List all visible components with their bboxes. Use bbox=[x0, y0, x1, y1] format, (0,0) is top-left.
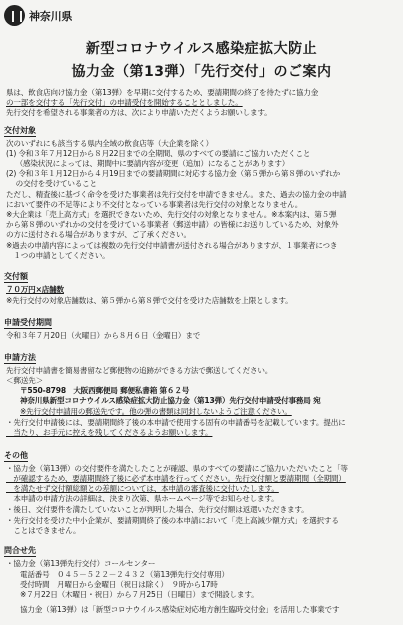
hoho-line: ・先行交付申請後には、要請期間終了後の本申請で使用する固有の申請番号を記載しています。提出に bbox=[6, 418, 346, 427]
section-heading-kofugaku: 交付額 bbox=[4, 272, 28, 281]
section-heading-toiawase: 問合せ先 bbox=[4, 546, 36, 555]
taisho-line: ※過去の申請内容によっては複数の先行交付申請書が送付される場合がありますが、１事業者につき bbox=[6, 241, 338, 250]
sonota-line: ことはできません。 bbox=[6, 526, 81, 535]
section-heading-kikan: 申請受付期間 bbox=[4, 318, 52, 327]
sonota-line: ・先行交付を受けた中小企業が、要請期間終了後の本申請において「売上高減少額方式」を選択する bbox=[6, 516, 339, 525]
kikan-text: 令和３年７月20日（火曜日）から８月６日（金曜日）まで bbox=[6, 331, 201, 340]
taisho-line: の交付を受けていること bbox=[6, 179, 97, 188]
taisho-line: ただし、精査後に基づく命令を受けた事業者は先行交付を申請できません。また、過去の協力金の申請 bbox=[6, 190, 347, 199]
hoho-line: 先行交付申請書を簡易書留など郵便物の追跡ができる方法で郵送してください。 bbox=[6, 366, 273, 375]
taisho-line: (1) 令和３年７月12日から８月22日までの全期間、県のすべての要請にご協力いただくこと bbox=[6, 149, 311, 158]
page-title-line1: 新型コロナウイルス感染症拡大防止 bbox=[85, 41, 318, 57]
sonota-line: ・後日、交付要件を満たしていないことが判明した場合、先行交付額は返還いただきます。 bbox=[6, 505, 309, 514]
sonota-line: 本申請の申請方法の詳細は、決まり次第、県ホームページ等でお知らせします。 bbox=[6, 494, 279, 503]
taisho-line: から第８弾のいずれかの交付を受けている事業者（郵送申請）の皆様にお送りしているため、対象外 bbox=[6, 220, 339, 229]
page-title-line2: 協力金（第13弾）「先行交付」のご案内 bbox=[71, 64, 332, 80]
intro-line-1: 県は、飲食店向け協力金（第13弾）を早期に交付するため、要請期間の終了を待たずに協力金 bbox=[6, 88, 319, 97]
section-heading-hoho: 申請方法 bbox=[4, 353, 36, 362]
kofu-note: ※先行交付の対象店舗数は、第５弾から第８弾で交付を受けた店舗数を上限とします。 bbox=[6, 296, 293, 305]
footer-note: 協力金（第13弾）は「新型コロナウイルス感染症対応地方創生臨時交付金」を活用した事業です bbox=[20, 605, 340, 614]
section-heading-taisho: 交付対象 bbox=[4, 126, 36, 135]
mail-address-line: 〒550-8798 大阪西郵便局 郵便私書箱 第６２号 bbox=[20, 386, 190, 395]
intro-line-3: 先行交付を希望される事業者の方は、次により申請いただくようお願いします。 bbox=[6, 108, 272, 117]
sonota-line: が確認するため、要請期間終了後に必ず本申請を行ってください。先行交付額と要請期間（全期間） bbox=[6, 474, 346, 483]
taisho-line: (2) 令和３年１月12日から４月19日までの要請期間に対応する協力金（第５弾から第８弾のいずれか bbox=[6, 169, 341, 178]
kanagawa-emblem-icon bbox=[4, 5, 25, 26]
hoho-line: ＜郵送先＞ bbox=[6, 376, 43, 385]
taisho-line: において要件の不足等により不交付となっている事業者は先行交付の対象となりません。 bbox=[6, 200, 303, 209]
phone-number: 電話番号 ０４５－５２２－２４３２（第13弾先行交付専用） bbox=[20, 570, 229, 579]
toiawase-line: ・協力金（第13弾先行交付）コールセンター bbox=[6, 559, 156, 568]
mail-address-line: 神奈川県新型コロナウイルス感染症拡大防止協力金（第13弾）先行交付申請受付事務局 宛 bbox=[20, 396, 321, 405]
sonota-line: ・協力金（第13弾）の交付要件を満たしたことが確認、県のすべての要請にご協力いただいたこと「等 bbox=[6, 464, 348, 473]
intro-line-2: の一部を交付する「先行交付」の申請受付を開始することとしました。 bbox=[6, 98, 243, 107]
hoho-line: ※先行交付申請用の郵送先です。他の弾の書類は同封しないようご注意ください。 bbox=[20, 407, 292, 416]
taisho-line: ※大企業は「売上高方式」を選択できないため、先行交付の対象となりません。※本案内は、第５弾 bbox=[6, 210, 337, 219]
hoho-line: 当たり、お手元に控えを残してくださるようお願いします。 bbox=[6, 428, 213, 437]
taisho-line: （感染状況によっては、期間中に要請内容が変更（追加）になることがあります） bbox=[6, 159, 290, 168]
toiawase-line: ※７月22日（木曜日・祝日）から７月25日（日曜日）まで開設します。 bbox=[20, 590, 259, 599]
section-heading-sonota: その他 bbox=[4, 451, 28, 460]
kofu-amount: ７０万円×店舗数 bbox=[6, 285, 64, 294]
sonota-line: を満たせず交付額総額との差額については、本申請の審査後に交付いたします。 bbox=[6, 484, 279, 493]
toiawase-line: 受付時間 月曜日から金曜日（祝日は除く） ９時から17時 bbox=[20, 580, 218, 589]
taisho-line: 次のいずれにも該当する県内全域の飲食店等（大企業を除く） bbox=[6, 139, 214, 148]
org-name: 神奈川県 bbox=[29, 10, 73, 23]
taisho-line: １つの申請としてください。 bbox=[6, 251, 110, 260]
taisho-line: の方に送付される場合がありますが、ご了承ください。 bbox=[6, 230, 191, 239]
